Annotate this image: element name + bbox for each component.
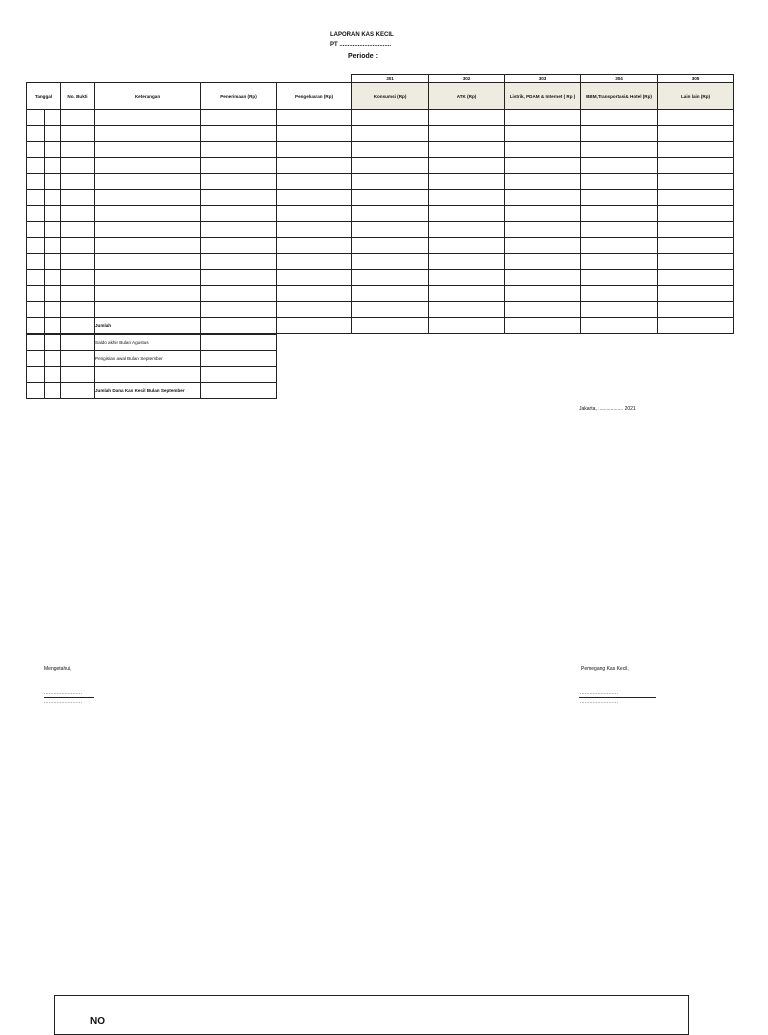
table-cell <box>581 158 658 174</box>
header-keterangan: Keterangan <box>95 83 201 110</box>
table-cell <box>95 286 201 302</box>
table-cell <box>27 190 45 206</box>
table-cell <box>95 222 201 238</box>
table-cell <box>61 110 95 126</box>
table-cell <box>658 158 734 174</box>
code-303: 303 <box>505 75 581 83</box>
table-cell <box>658 174 734 190</box>
table-cell <box>505 142 581 158</box>
table-cell <box>277 174 352 190</box>
header-penerimaan: Penerimaan (Rp) <box>201 83 277 110</box>
table-cell <box>201 206 277 222</box>
saldo-label: Saldo akhir Bulan Agustus <box>95 335 201 351</box>
summary-row <box>27 383 277 399</box>
table-cell <box>27 158 45 174</box>
table-cell <box>505 222 581 238</box>
table-cell <box>277 222 352 238</box>
table-row <box>27 238 734 254</box>
table-cell <box>27 126 45 142</box>
table-row <box>27 126 734 142</box>
table-cell <box>27 206 45 222</box>
table-row <box>27 254 734 270</box>
table-cell <box>505 302 581 318</box>
table-cell <box>658 222 734 238</box>
table-cell <box>201 142 277 158</box>
table-cell <box>658 254 734 270</box>
table-cell <box>429 286 505 302</box>
table-cell <box>352 270 429 286</box>
code-305: 305 <box>658 75 734 83</box>
number-box <box>54 995 689 1035</box>
table-cell <box>352 142 429 158</box>
header-konsumsi: Konsumsi (Rp) <box>352 83 429 110</box>
table-cell <box>45 222 61 238</box>
table-cell <box>201 222 277 238</box>
table-cell <box>658 110 734 126</box>
table-cell <box>505 286 581 302</box>
table-cell <box>27 222 45 238</box>
signature-dots-right-2: ........................ <box>580 699 619 705</box>
table-cell <box>61 174 95 190</box>
table-row <box>27 270 734 286</box>
table-row <box>27 110 734 126</box>
table-cell <box>581 270 658 286</box>
table-cell <box>95 190 201 206</box>
jumlah-label: Jumlah <box>95 318 201 334</box>
header-pengeluaran: Pengeluaran (Rp) <box>277 83 352 110</box>
petty-cash-table <box>26 74 734 334</box>
table-cell <box>581 174 658 190</box>
table-cell <box>505 174 581 190</box>
table-cell <box>581 142 658 158</box>
table-cell <box>201 158 277 174</box>
table-cell <box>27 270 45 286</box>
table-cell <box>429 206 505 222</box>
table-cell <box>201 286 277 302</box>
period-label: Periode : <box>348 53 378 60</box>
table-cell <box>352 158 429 174</box>
table-row <box>27 158 734 174</box>
table-cell <box>505 126 581 142</box>
code-302: 302 <box>429 75 505 83</box>
table-cell <box>505 238 581 254</box>
table-cell <box>429 254 505 270</box>
summary-row <box>27 367 277 383</box>
table-cell <box>201 190 277 206</box>
report-title-block <box>330 31 450 62</box>
table-cell <box>277 126 352 142</box>
table-cell <box>581 286 658 302</box>
table-cell <box>45 254 61 270</box>
header-listrik: Listrik, PDAM & Internet ( Rp ) <box>505 83 581 110</box>
table-cell <box>277 110 352 126</box>
table-cell <box>61 222 95 238</box>
signature-dots-left-2: ........................ <box>44 699 83 705</box>
table-cell <box>429 270 505 286</box>
entry-rows <box>27 110 734 318</box>
table-cell <box>505 190 581 206</box>
table-cell <box>201 174 277 190</box>
table-cell <box>429 302 505 318</box>
jumlah-dana-label: Jumlah Dana Kas Kecil Bulan September <box>95 383 201 399</box>
table-cell <box>27 286 45 302</box>
table-row <box>27 302 734 318</box>
table-cell <box>352 238 429 254</box>
table-cell <box>61 286 95 302</box>
pengisian-label: Pengisian awal Bulan September <box>95 351 201 367</box>
summary-table <box>26 334 277 399</box>
table-cell <box>581 110 658 126</box>
table-cell <box>201 126 277 142</box>
table-cell <box>429 110 505 126</box>
code-304: 304 <box>581 75 658 83</box>
table-cell <box>61 158 95 174</box>
table-cell <box>429 142 505 158</box>
table-cell <box>201 302 277 318</box>
table-cell <box>429 158 505 174</box>
signature-dots-left-1: ........................ <box>44 690 83 696</box>
table-cell <box>45 238 61 254</box>
table-cell <box>277 286 352 302</box>
table-cell <box>658 302 734 318</box>
table-cell <box>95 238 201 254</box>
table-cell <box>429 190 505 206</box>
table-cell <box>277 254 352 270</box>
header-bbm: BBM,Transportasi& Hotel (Rp) <box>581 83 658 110</box>
table-cell <box>45 158 61 174</box>
table-cell <box>352 286 429 302</box>
table-cell <box>505 254 581 270</box>
table-cell <box>658 142 734 158</box>
table-cell <box>95 206 201 222</box>
number-label: NO <box>90 1016 105 1027</box>
table-cell <box>95 110 201 126</box>
table-cell <box>581 254 658 270</box>
table-cell <box>61 206 95 222</box>
header-lain: Lain lain (Rp) <box>658 83 734 110</box>
table-cell <box>45 270 61 286</box>
table-cell <box>277 238 352 254</box>
table-cell <box>658 270 734 286</box>
table-row <box>27 142 734 158</box>
table-cell <box>277 302 352 318</box>
account-code-row <box>27 75 734 83</box>
table-cell <box>27 254 45 270</box>
pemegang-label: Pemegang Kas Kecil, <box>581 666 629 672</box>
table-cell <box>658 286 734 302</box>
table-cell <box>429 238 505 254</box>
company-line: PT ............................... <box>330 41 392 48</box>
table-cell <box>352 190 429 206</box>
table-cell <box>505 110 581 126</box>
table-cell <box>581 190 658 206</box>
place-date: Jakarta, .................. 2021 <box>579 406 636 412</box>
table-cell <box>61 270 95 286</box>
table-cell <box>581 126 658 142</box>
table-cell <box>581 222 658 238</box>
table-cell <box>352 302 429 318</box>
jumlah-row <box>27 318 734 334</box>
table-cell <box>61 142 95 158</box>
table-cell <box>352 206 429 222</box>
report-title: LAPORAN KAS KECIL <box>330 32 394 38</box>
table-row <box>27 174 734 190</box>
table-cell <box>429 126 505 142</box>
table-cell <box>201 270 277 286</box>
table-row <box>27 206 734 222</box>
table-cell <box>61 302 95 318</box>
table-cell <box>201 238 277 254</box>
table-cell <box>95 254 201 270</box>
table-cell <box>581 302 658 318</box>
table-cell <box>277 158 352 174</box>
table-cell <box>201 254 277 270</box>
summary-row <box>27 335 277 351</box>
table-cell <box>352 110 429 126</box>
table-cell <box>27 142 45 158</box>
table-row <box>27 286 734 302</box>
table-cell <box>352 254 429 270</box>
table-row <box>27 190 734 206</box>
table-cell <box>429 222 505 238</box>
table-cell <box>61 126 95 142</box>
header-no-bukti: No. Bukti <box>61 83 95 110</box>
table-cell <box>45 206 61 222</box>
table-cell <box>27 302 45 318</box>
table-cell <box>45 302 61 318</box>
table-cell <box>95 142 201 158</box>
table-cell <box>352 174 429 190</box>
table-cell <box>505 206 581 222</box>
table-cell <box>95 270 201 286</box>
table-cell <box>45 174 61 190</box>
table-cell <box>61 254 95 270</box>
header-row <box>27 83 734 110</box>
summary-row <box>27 351 277 367</box>
signature-line-left <box>44 697 94 698</box>
table-cell <box>27 110 45 126</box>
table-cell <box>277 206 352 222</box>
table-cell <box>505 158 581 174</box>
table-cell <box>45 286 61 302</box>
table-cell <box>658 126 734 142</box>
table-cell <box>352 222 429 238</box>
table-cell <box>61 190 95 206</box>
table-cell <box>581 238 658 254</box>
table-cell <box>277 142 352 158</box>
signature-dots-right-1: ........................ <box>580 690 619 696</box>
table-cell <box>27 238 45 254</box>
code-301: 301 <box>352 75 429 83</box>
table-cell <box>658 238 734 254</box>
table-cell <box>45 142 61 158</box>
header-tanggal: Tanggal <box>27 83 61 110</box>
table-cell <box>45 126 61 142</box>
table-cell <box>658 190 734 206</box>
table-cell <box>277 190 352 206</box>
table-cell <box>95 158 201 174</box>
table-cell <box>95 302 201 318</box>
signature-line-right <box>579 697 656 698</box>
header-atk: ATK (Rp) <box>429 83 505 110</box>
table-row <box>27 222 734 238</box>
table-cell <box>45 110 61 126</box>
mengetahui-label: Mengetahui, <box>44 666 72 672</box>
table-cell <box>61 238 95 254</box>
table-cell <box>95 174 201 190</box>
table-cell <box>95 126 201 142</box>
table-cell <box>581 206 658 222</box>
table-cell <box>201 110 277 126</box>
table-cell <box>277 270 352 286</box>
table-cell <box>505 270 581 286</box>
table-cell <box>45 190 61 206</box>
table-cell <box>27 174 45 190</box>
table-cell <box>658 206 734 222</box>
table-cell <box>429 174 505 190</box>
table-cell <box>352 126 429 142</box>
